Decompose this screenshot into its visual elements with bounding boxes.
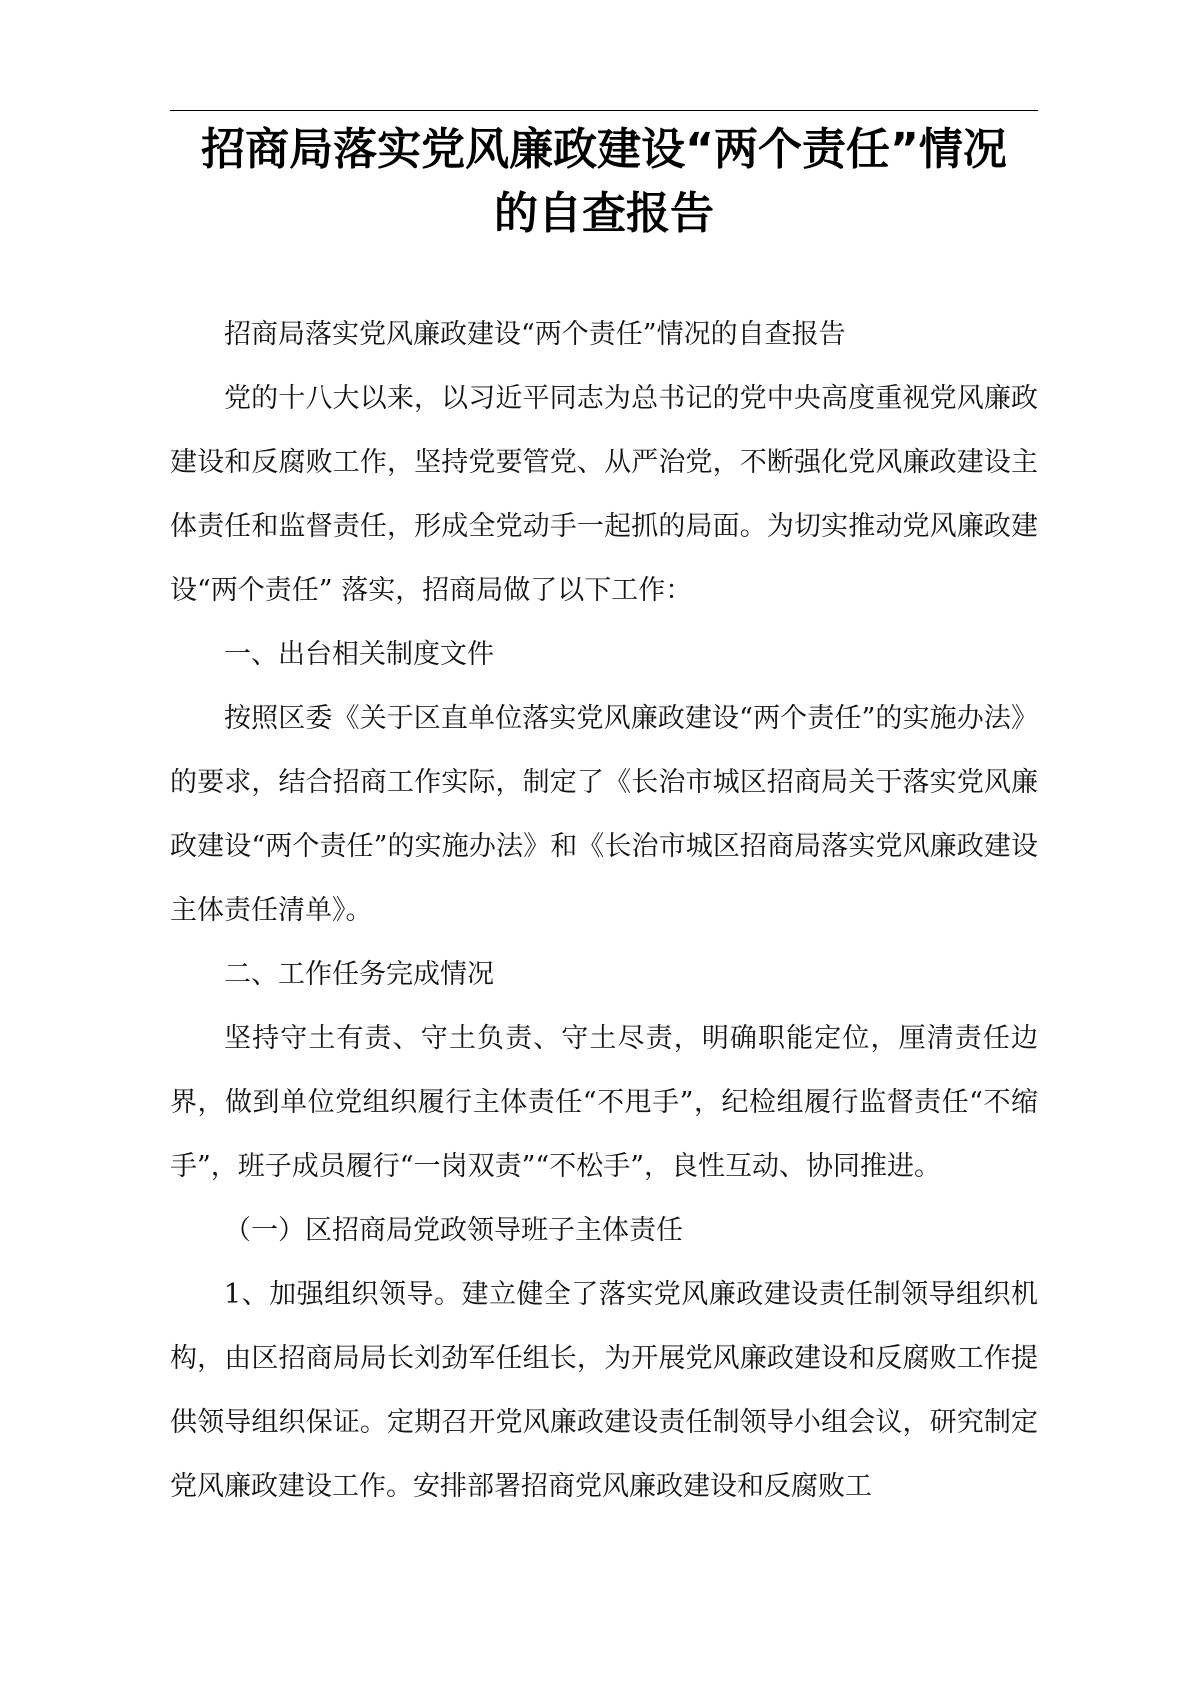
document-body [170,303,1038,1519]
header-rule [170,110,1038,111]
section-heading-2: 二、工作任务完成情况 [224,959,494,990]
subsection-heading-1: （一）区招商局党政领导班子主体责任 [224,1215,683,1246]
section-2-paragraph: 坚持守土有责、守土负责、守土尽责，明确职能定位，厘清责任边界，做到单位党组织履行主体责任“不甩手”，纪检组履行监督责任“不缩手”，班子成员履行“一岗双责”“不松手”，良性互动、协同推进。 [170,1023,1038,1182]
intro-paragraph: 党的十八大以来，以习近平同志为总书记的党中央高度重视党风廉政建设和反腐败工作，坚持党要管党、从严治党，不断强化党风廉政建设主体责任和监督责任，形成全党动手一起抓的局面。为切实推动党风廉政建设“两个责任” 落实，招商局做了以下工作： [170,383,1038,606]
title-line-2: 的自查报告 [494,188,714,239]
title-line-1: 招商局落实党风廉政建设“两个责任”情况 [201,124,1007,175]
section-1-paragraph: 按照区委《关于区直单位落实党风廉政建设“两个责任”的实施办法》的要求，结合招商工作实际，制定了《长治市城区招商局关于落实党风廉政建设“两个责任”的实施办法》和《长治市城区招商局落实党风廉政建设主体责任清单》。 [170,703,1038,926]
section-heading-1: 一、出台相关制度文件 [224,639,494,670]
subtitle-paragraph: 招商局落实党风廉政建设“两个责任”情况的自查报告 [224,319,846,350]
subsection-1-paragraph: 1、加强组织领导。建立健全了落实党风廉政建设责任制领导组织机构，由区招商局局长刘劲军任组长，为开展党风廉政建设和反腐败工作提供领导组织保证。定期召开党风廉政建设责任制领导小组会议，研究制定党风廉政建设工作。安排部署招商党风廉政建设和反腐败工 [170,1279,1038,1502]
document-title [170,118,1038,246]
